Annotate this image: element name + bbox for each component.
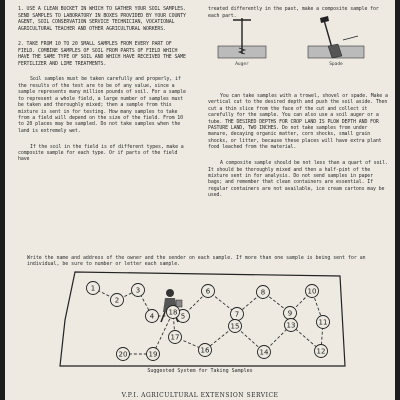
right-paragraph-2: A composite sample should be not less than a quart of soil. It should be thoroughly mixed and then a half-pint of the mixture sent in for analysis. Do not send samples in paper bags; and remember that clean containers are essential. If regular containers are not available, ice cream cartons may be used.: [208, 160, 388, 199]
sample-point-label: 18: [168, 308, 178, 317]
sample-point-label: 7: [234, 310, 240, 319]
right-paragraph-1: You can take samples with a trowel, shovel or spade. Make a vertical cut to the desired depth and push the soil aside. Then cut a thin slice from the face of the cut and collect it carefully for the sample. You can also use a soil auger or a tube. THE DESIRED DEPTHS FOR CROP LAND IS PLOW DEPTH AND FOR PASTURE LAND, TWO INCHES. Do not take samples from under manure, decaying organic matter, corn shocks, small grain shocks, or litter, because these places will have extra plant food leached from the material.: [208, 93, 388, 151]
diagram-caption: Suggested System for Taking Samples: [147, 368, 253, 374]
step-2-text: 2. TAKE FROM 10 TO 20 SMALL SAMPLES FROM EVERY PART OF FIELD. COMBINE SAMPLES OF SOIL FROM PARTS OF FIELD WHICH HAVE THE SAME TYPE OF SOIL AND WHICH HAVE RECEIVED THE SAME FERTILIZER AND LIME TREATMENTS.: [18, 41, 186, 67]
sample-point-label: 9: [287, 309, 293, 318]
auger-label: Auger: [235, 62, 249, 67]
sample-point-label: 3: [135, 286, 141, 295]
sample-point-label: 11: [318, 318, 328, 327]
sample-point-label: 4: [149, 312, 155, 321]
sample-point-label: 1: [90, 284, 96, 293]
sample-point-label: 16: [200, 346, 210, 355]
sample-points: [87, 282, 330, 361]
field-sampling-diagram: [5, 0, 395, 400]
right-top-line: treated differently in the past, make a composite sample for each part.: [208, 6, 379, 19]
sample-point-label: 8: [260, 288, 266, 297]
document-page: [5, 0, 395, 400]
sample-point-label: 17: [170, 333, 180, 342]
sample-point-label: 2: [114, 296, 120, 305]
spade-label: Spade: [329, 62, 343, 67]
sample-point-label: 20: [118, 350, 128, 359]
left-paragraph-2: If the soil in the field is of different types, make a composite sample for each type. Or if parts of the field have: [18, 143, 184, 163]
sample-point-label: 19: [148, 350, 158, 359]
sample-point-label: 10: [307, 287, 317, 296]
bottom-instruction: Write the name and address of the owner and the sender on each sample. If more than one sample is being sent for an individual, be sure to number or letter each sample.: [27, 255, 366, 268]
step-1-text: 1. USE A CLEAN BUCKET IN WHICH TO GATHER YOUR SOIL SAMPLES. SEND SAMPLES TO LABORATORY IN BOXES PROVIDED BY YOUR COUNTY AGENT, SOIL CONSERVATION SERVICE TECHNICIAN, VOCATIONAL AGRICULTURAL TEACHER AND OTHER AGRICULTURAL WORKERS.: [18, 6, 186, 32]
sample-point-label: 5: [180, 312, 186, 321]
sample-point-label: 12: [316, 347, 326, 356]
left-paragraph-1: Soil samples must be taken carefully and properly, if the results of the test are to be of any value, since a sample represents many million pounds of soil. For a sample to represent a whole field, a large number of samples must be taken and thoroughly mixed; then a sample from this mixture is sent in for testing. How many samples to take from a field will depend on the size of the field. From 10 to 20 places may be sampled. Do not take samples when the land is extremely wet.: [18, 76, 186, 134]
footer-text: V.P.I. AGRICULTURAL EXTENSION SERVICE: [121, 392, 279, 399]
sample-point-label: 13: [286, 321, 296, 330]
sample-point-label: 15: [230, 322, 240, 331]
sample-point-label: 14: [259, 348, 269, 357]
sample-point-label: 6: [205, 287, 211, 296]
